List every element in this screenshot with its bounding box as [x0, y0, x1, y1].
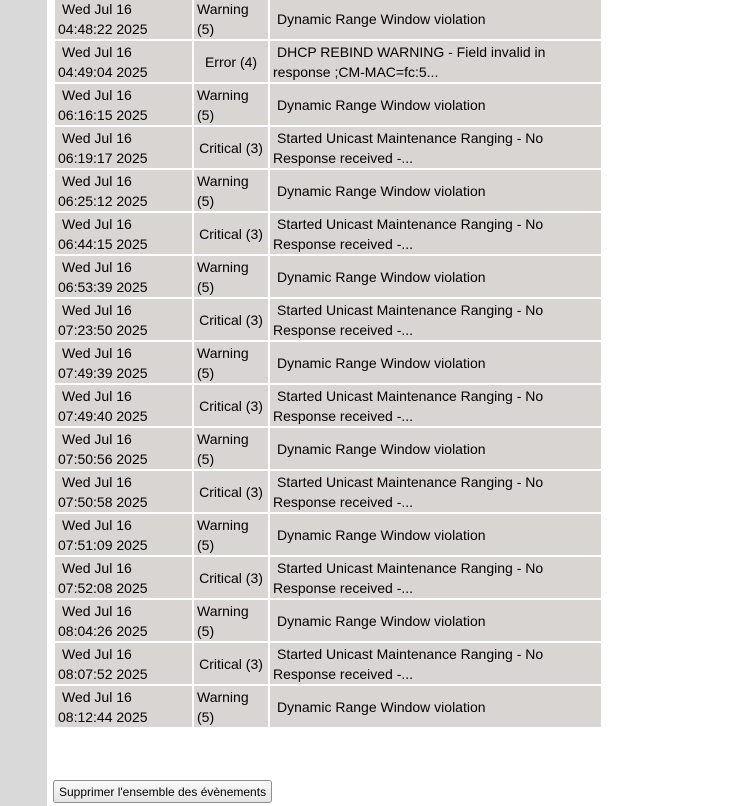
table-row	[55, 686, 601, 727]
event-description: Dynamic Range Window violation	[270, 0, 601, 39]
event-description: Dynamic Range Window violation	[270, 514, 601, 555]
event-description: Started Unicast Maintenance Ranging - No Response received -...	[270, 213, 601, 254]
event-priority: Error (4)	[194, 41, 268, 82]
event-time: Wed Jul 16 07:49:40 2025	[55, 385, 192, 426]
table-row	[55, 428, 601, 469]
event-description: Dynamic Range Window violation	[270, 428, 601, 469]
table-row	[55, 213, 601, 254]
event-time: Wed Jul 16 07:50:56 2025	[55, 428, 192, 469]
event-priority: Warning (5)	[194, 170, 268, 211]
event-description: Dynamic Range Window violation	[270, 84, 601, 125]
event-time: Wed Jul 16 06:25:12 2025	[55, 170, 192, 211]
left-sidebar	[0, 0, 47, 806]
event-time: Wed Jul 16 04:48:22 2025	[55, 0, 192, 39]
event-priority: Warning (5)	[194, 0, 268, 39]
event-priority: Warning (5)	[194, 84, 268, 125]
event-priority: Critical (3)	[194, 299, 268, 340]
event-priority: Critical (3)	[194, 643, 268, 684]
event-time: Wed Jul 16 07:51:09 2025	[55, 514, 192, 555]
event-description: Started Unicast Maintenance Ranging - No Response received -...	[270, 471, 601, 512]
event-time: Wed Jul 16 08:07:52 2025	[55, 643, 192, 684]
table-row	[55, 471, 601, 512]
table-row	[55, 600, 601, 641]
event-priority: Warning (5)	[194, 686, 268, 727]
event-priority: Critical (3)	[194, 127, 268, 168]
event-description: Started Unicast Maintenance Ranging - No Response received -...	[270, 643, 601, 684]
event-time: Wed Jul 16 06:44:15 2025	[55, 213, 192, 254]
event-priority: Warning (5)	[194, 256, 268, 297]
event-time: Wed Jul 16 08:12:44 2025	[55, 686, 192, 727]
table-row	[55, 299, 601, 340]
table-row	[55, 84, 601, 125]
event-description: Dynamic Range Window violation	[270, 600, 601, 641]
event-log-table	[53, 0, 603, 729]
table-row	[55, 127, 601, 168]
table-row	[55, 41, 601, 82]
event-priority: Critical (3)	[194, 557, 268, 598]
event-priority: Warning (5)	[194, 428, 268, 469]
event-time: Wed Jul 16 06:16:15 2025	[55, 84, 192, 125]
event-time: Wed Jul 16 08:04:26 2025	[55, 600, 192, 641]
table-row	[55, 557, 601, 598]
event-priority: Warning (5)	[194, 600, 268, 641]
event-time: Wed Jul 16 07:23:50 2025	[55, 299, 192, 340]
table-row	[55, 170, 601, 211]
event-description: Started Unicast Maintenance Ranging - No Response received -...	[270, 299, 601, 340]
event-time: Wed Jul 16 07:50:58 2025	[55, 471, 192, 512]
event-description: Dynamic Range Window violation	[270, 342, 601, 383]
event-description: Started Unicast Maintenance Ranging - No Response received -...	[270, 127, 601, 168]
event-priority: Warning (5)	[194, 514, 268, 555]
table-row	[55, 514, 601, 555]
event-description: Dynamic Range Window violation	[270, 686, 601, 727]
table-row	[55, 256, 601, 297]
table-row	[55, 0, 601, 39]
event-priority: Critical (3)	[194, 471, 268, 512]
event-time: Wed Jul 16 04:49:04 2025	[55, 41, 192, 82]
event-time: Wed Jul 16 07:52:08 2025	[55, 557, 192, 598]
event-description: Started Unicast Maintenance Ranging - No Response received -...	[270, 557, 601, 598]
event-log-body	[55, 0, 601, 727]
event-time: Wed Jul 16 06:53:39 2025	[55, 256, 192, 297]
event-priority: Critical (3)	[194, 385, 268, 426]
table-row	[55, 342, 601, 383]
event-time: Wed Jul 16 07:49:39 2025	[55, 342, 192, 383]
event-description: Dynamic Range Window violation	[270, 256, 601, 297]
event-priority: Critical (3)	[194, 213, 268, 254]
table-row	[55, 385, 601, 426]
table-row	[55, 643, 601, 684]
event-time: Wed Jul 16 06:19:17 2025	[55, 127, 192, 168]
event-description: DHCP REBIND WARNING - Field invalid in response ;CM-MAC=fc:5...	[270, 41, 601, 82]
clear-all-events-button[interactable]: Supprimer l'ensemble des évènements	[53, 780, 272, 803]
event-description: Dynamic Range Window violation	[270, 170, 601, 211]
event-priority: Warning (5)	[194, 342, 268, 383]
event-description: Started Unicast Maintenance Ranging - No Response received -...	[270, 385, 601, 426]
